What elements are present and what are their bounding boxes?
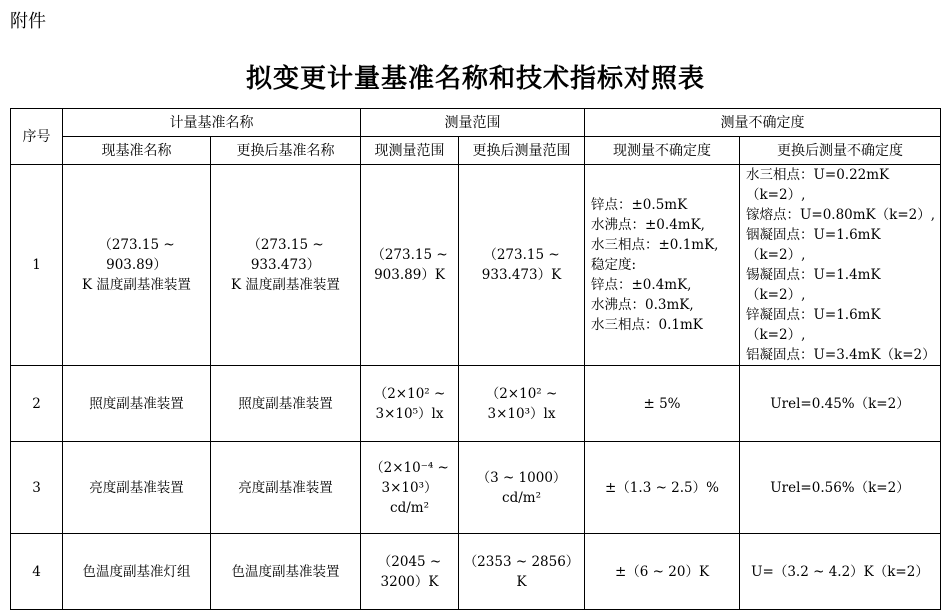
comparison-table bbox=[10, 108, 941, 610]
header-current-uncertainty: 现测量不确定度 bbox=[585, 137, 740, 165]
cell-new-range: （2353 ~ 2856） K bbox=[459, 534, 585, 610]
table-row bbox=[11, 165, 941, 366]
cell-seq: 4 bbox=[11, 534, 63, 610]
cell-new-name: 亮度副基准装置 bbox=[211, 442, 361, 534]
header-current-range: 现测量范围 bbox=[361, 137, 459, 165]
cell-seq: 1 bbox=[11, 165, 63, 366]
cell-current-uncertainty: ±（6 ~ 20）K bbox=[585, 534, 740, 610]
cell-new-uncertainty: 水三相点：U=0.22mK （k=2）, 镓熔点：U=0.80mK（k=2）, 铟凝固点：U=1.6mK（k=2）, 锡凝固点：U=1.4mK（k=2）, 锌凝固点：U=1.6mK（k=2）, 铝凝固点：U=3.4mK（k=2） bbox=[740, 165, 941, 366]
table-row bbox=[11, 366, 941, 442]
header-row-sub bbox=[11, 137, 941, 165]
cell-new-uncertainty: Urel=0.56%（k=2） bbox=[740, 442, 941, 534]
cell-new-range: （273.15 ~ 933.473）K bbox=[459, 165, 585, 366]
cell-new-range: （2×10² ~ 3×10³）lx bbox=[459, 366, 585, 442]
cell-current-range: （273.15 ~ 903.89）K bbox=[361, 165, 459, 366]
cell-new-uncertainty: U=（3.2 ~ 4.2）K（k=2） bbox=[740, 534, 941, 610]
header-seq: 序号 bbox=[11, 109, 63, 165]
page-title: 拟变更计量基准名称和技术指标对照表 bbox=[245, 64, 705, 94]
cell-current-uncertainty: 锌点：±0.5mK 水沸点：±0.4mK, 水三相点：±0.1mK, 稳定度: 锌点：±0.4mK, 水沸点：0.3mK, 水三相点：0.1mK bbox=[585, 165, 740, 366]
header-new-range: 更换后测量范围 bbox=[459, 137, 585, 165]
cell-seq: 3 bbox=[11, 442, 63, 534]
cell-new-name: （273.15 ~ 933.473） K 温度副基准装置 bbox=[211, 165, 361, 366]
table-row bbox=[11, 534, 941, 610]
header-group-range: 测量范围 bbox=[361, 109, 585, 137]
header-group-uncertainty: 测量不确定度 bbox=[585, 109, 941, 137]
cell-current-name: 亮度副基准装置 bbox=[63, 442, 211, 534]
cell-seq: 2 bbox=[11, 366, 63, 442]
cell-current-uncertainty: ± 5% bbox=[585, 366, 740, 442]
table-row bbox=[11, 442, 941, 534]
header-new-uncertainty: 更换后测量不确定度 bbox=[740, 137, 941, 165]
cell-current-uncertainty: ±（1.3 ~ 2.5）% bbox=[585, 442, 740, 534]
header-new-name: 更换后基准名称 bbox=[211, 137, 361, 165]
cell-new-range: （3 ~ 1000） cd/m² bbox=[459, 442, 585, 534]
cell-current-range: （2045 ~ 3200）K bbox=[361, 534, 459, 610]
cell-current-name: （273.15 ~ 903.89） K 温度副基准装置 bbox=[63, 165, 211, 366]
header-group-name: 计量基准名称 bbox=[63, 109, 361, 137]
header-current-name: 现基准名称 bbox=[63, 137, 211, 165]
cell-current-range: （2×10² ~ 3×10⁵）lx bbox=[361, 366, 459, 442]
cell-current-name: 照度副基准装置 bbox=[63, 366, 211, 442]
cell-new-name: 照度副基准装置 bbox=[211, 366, 361, 442]
cell-new-name: 色温度副基准装置 bbox=[211, 534, 361, 610]
cell-new-uncertainty: Urel=0.45%（k=2） bbox=[740, 366, 941, 442]
attachment-label: 附件 bbox=[10, 11, 46, 32]
header-row-group bbox=[11, 109, 941, 137]
cell-current-name: 色温度副基准灯组 bbox=[63, 534, 211, 610]
cell-current-range: （2×10⁻⁴ ~ 3×10³） cd/m² bbox=[361, 442, 459, 534]
